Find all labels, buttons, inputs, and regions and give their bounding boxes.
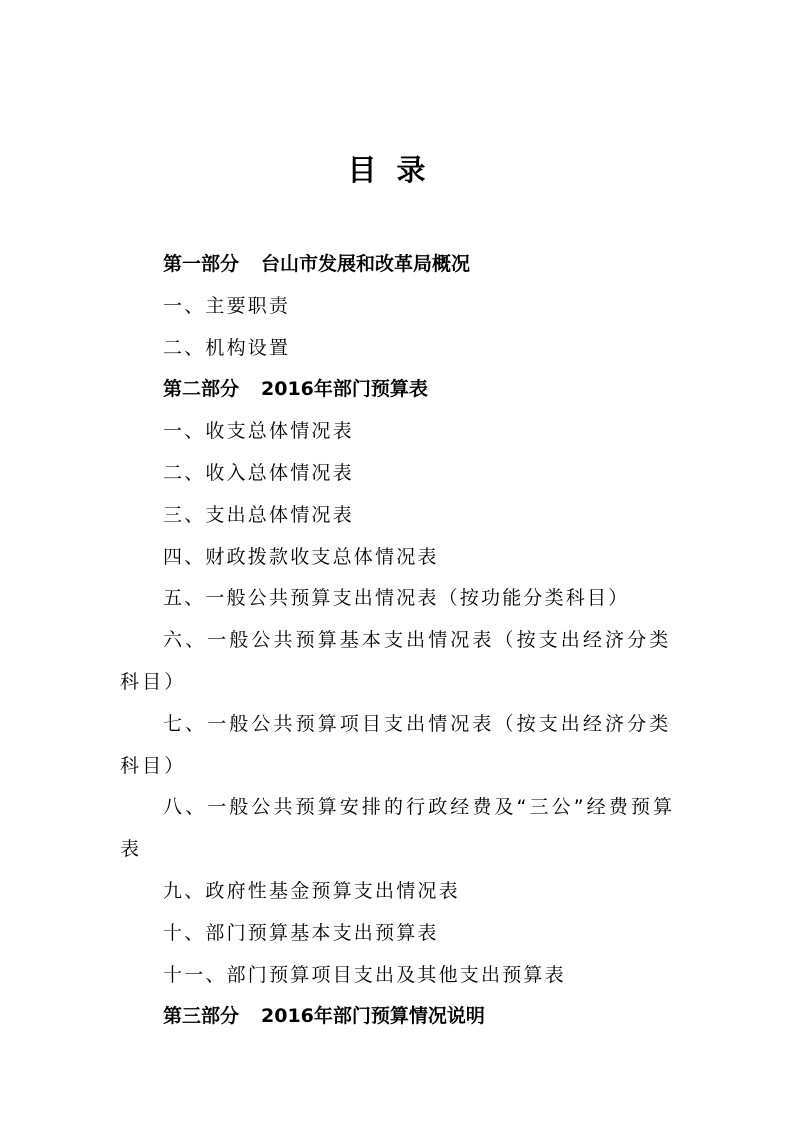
toc-part-name: 2016年部门预算情况说明 [261, 1005, 485, 1028]
table-of-contents [120, 244, 680, 1038]
toc-part-label: 第二部分 [163, 378, 240, 401]
toc-item[interactable]: 二、收入总体情况表 [163, 461, 354, 484]
toc-item[interactable]: 五、一般公共预算支出情况表（按功能分类科目） [163, 587, 630, 610]
toc-part-name: 台山市发展和改革局概况 [261, 253, 471, 275]
toc-item[interactable]: 四、财政拨款收支总体情况表 [163, 545, 439, 568]
toc-item[interactable]: 八、一般公共预算安排的行政经费及“三公”经费预算表 [120, 796, 676, 861]
toc-item[interactable]: 九、政府性基金预算支出情况表 [163, 879, 460, 902]
page-title: 目录 [347, 153, 446, 187]
toc-item[interactable]: 三、支出总体情况表 [163, 503, 354, 526]
toc-item[interactable]: 六、一般公共预算基本支出情况表（按支出经济分类科目） [120, 629, 672, 693]
toc-part-3[interactable] [120, 996, 680, 1038]
toc-item[interactable]: 一、主要职责 [163, 294, 291, 317]
toc-item[interactable]: 一、收支总体情况表 [163, 420, 354, 443]
toc-part-name: 2016年部门预算表 [261, 378, 428, 401]
toc-item[interactable]: 七、一般公共预算项目支出情况表（按支出经济分类科目） [120, 712, 672, 777]
toc-part-label: 第三部分 [163, 1005, 240, 1028]
toc-item[interactable]: 二、机构设置 [163, 336, 291, 359]
toc-item[interactable]: 十、部门预算基本支出预算表 [163, 921, 439, 944]
toc-part-2[interactable] [120, 369, 680, 411]
toc-part-1[interactable] [120, 244, 680, 286]
toc-item[interactable]: 十一、部门预算项目支出及其他支出预算表 [163, 963, 566, 986]
toc-part-label: 第一部分 [163, 253, 240, 275]
